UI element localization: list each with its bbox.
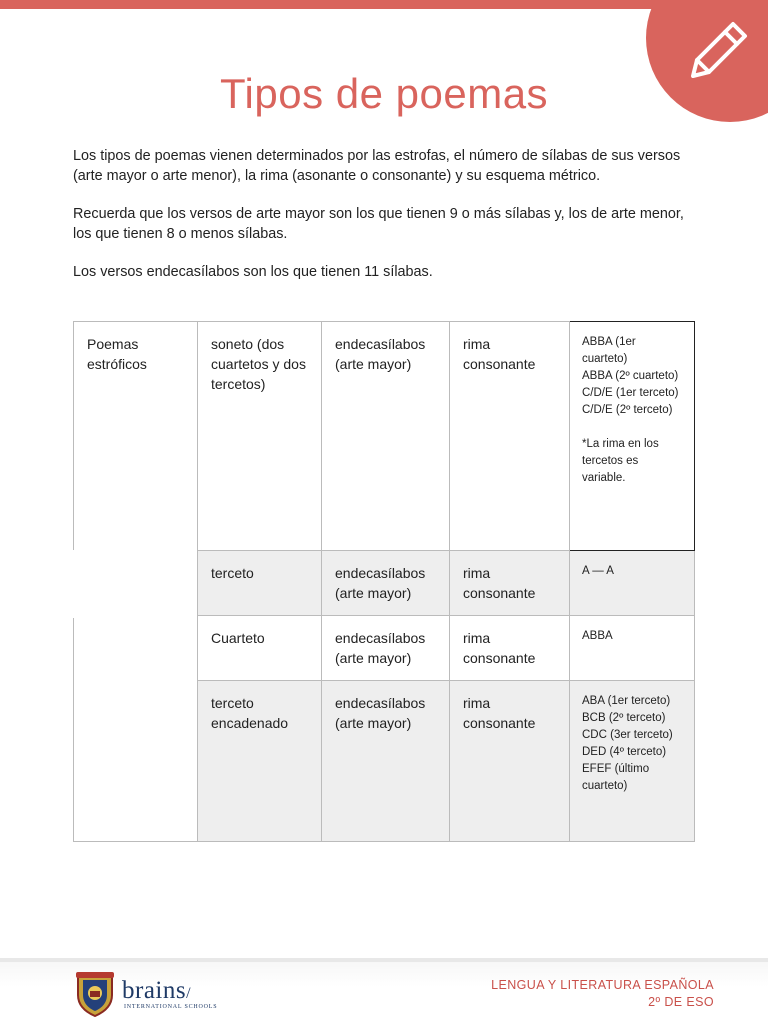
rhyme-cell: rima consonante xyxy=(450,616,570,681)
poem-type-cell: Cuarteto xyxy=(198,616,322,681)
school-crest-icon xyxy=(74,971,116,1017)
intro-paragraph-2: Recuerda que los versos de arte mayor son los que tienen 9 o más sílabas y, los de arte menor, los que tienen 8 o menos sílabas. xyxy=(73,206,684,242)
verse-cell: endecasílabos (arte mayor) xyxy=(322,616,450,681)
scheme-line: CDC (3er terceto) xyxy=(582,729,673,741)
rhyme-cell: rima consonante xyxy=(450,551,570,616)
scheme-line: ABA (1er terceto) xyxy=(582,695,671,707)
brand-subtitle: INTERNATIONAL SCHOOLS xyxy=(124,1004,218,1010)
scheme-line: ABBA (1er cuarteto) xyxy=(582,336,636,365)
brand-slash-icon: / xyxy=(186,985,192,1002)
poem-type-cell: terceto xyxy=(198,551,322,616)
table-border-gap xyxy=(72,550,75,618)
scheme-line: C/D/E (1er terceto) xyxy=(582,387,679,399)
scheme-line: EFEF (último cuarteto) xyxy=(582,763,650,792)
verse-cell: endecasílabos (arte mayor) xyxy=(322,322,450,551)
brand-logo xyxy=(122,977,191,1005)
subject-label xyxy=(491,977,714,1011)
intro-paragraph-1: Los tipos de poemas vienen determinados por las estrofas, el número de sílabas de sus versos (arte mayor o arte menor), la rima (asonante o consonante) y su esquema métrico. xyxy=(73,148,681,184)
scheme-line: C/D/E (2º terceto) xyxy=(582,404,673,416)
scheme-cell: ABBA xyxy=(570,616,695,681)
verse-cell: endecasílabos (arte mayor) xyxy=(322,681,450,842)
scheme-cell xyxy=(570,322,695,551)
poem-types-table xyxy=(73,321,695,842)
scheme-note: *La rima en los tercetos es variable. xyxy=(582,438,659,484)
scheme-cell: A — A xyxy=(570,551,695,616)
rhyme-cell: rima consonante xyxy=(450,322,570,551)
brand-name: brains xyxy=(122,977,187,1004)
scheme-line: DED (4º terceto) xyxy=(582,746,667,758)
intro-paragraph-3: Los versos endecasílabos son los que tienen 11 sílabas. xyxy=(73,264,433,280)
verse-cell: endecasílabos (arte mayor) xyxy=(322,551,450,616)
poem-type-cell: soneto (dos cuartetos y dos tercetos) xyxy=(198,322,322,551)
scheme-cell xyxy=(570,681,695,842)
poem-type-cell: terceto encadenado xyxy=(198,681,322,842)
subject-name: LENGUA Y LITERATURA ESPAÑOLA xyxy=(491,978,714,992)
grade-label: 2º DE ESO xyxy=(648,995,714,1009)
scheme-line: ABBA (2º cuarteto) xyxy=(582,370,679,382)
table-row xyxy=(74,322,695,551)
scheme-line: BCB (2º terceto) xyxy=(582,712,666,724)
rhyme-cell: rima consonante xyxy=(450,681,570,842)
category-cell: Poemas estróficos xyxy=(74,322,198,842)
page-title: Tipos de poemas xyxy=(219,70,549,117)
